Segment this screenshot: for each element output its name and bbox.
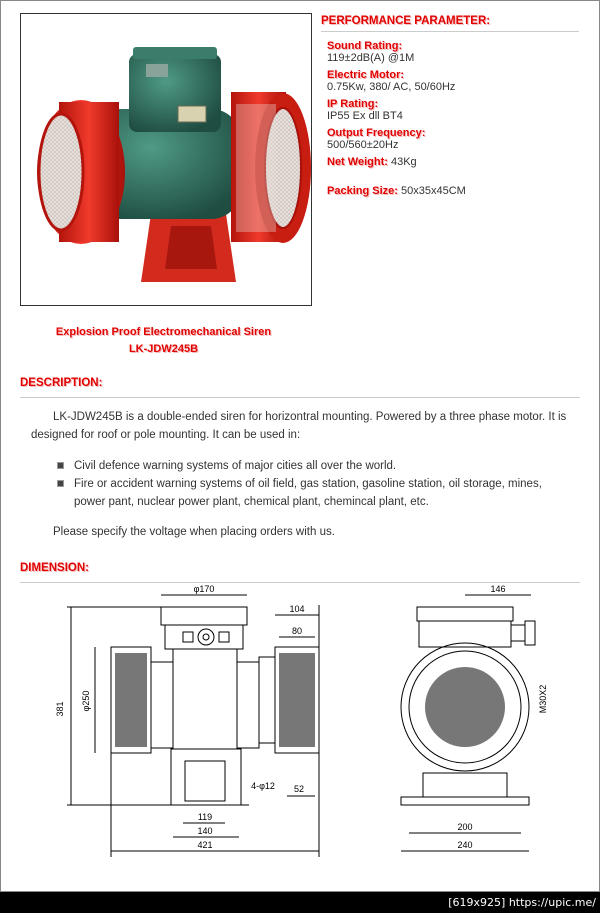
dim-170: φ170: [193, 584, 215, 594]
net-weight-label: Net Weight:: [327, 156, 388, 168]
dim-m30: M30X2: [538, 684, 548, 714]
packing-size-value: 50x35x45CM: [400, 185, 466, 197]
front-view: [55, 584, 319, 857]
description-body: [31, 408, 576, 541]
dimension-drawing: [53, 577, 563, 867]
net-weight-row: [327, 156, 579, 168]
product-photo: [20, 13, 312, 306]
performance-parameters: [321, 15, 579, 202]
parameters-heading: PERFORMANCE PARAMETER:: [321, 15, 491, 27]
dim-381: 381: [55, 701, 65, 717]
caption-line-1: Explosion Proof Electromechanical Siren: [55, 326, 272, 338]
dim-80: 80: [291, 626, 303, 636]
description-intro: LK-JDW245B is a double-ended siren for horizontral mounting. Powered by a three phase motor. It is designed for roof or pole mounting. It can be used in:: [31, 411, 567, 441]
caption-line-2: LK-JDW245B: [128, 343, 199, 355]
ip-rating-value: IP55 Ex dll BT4: [327, 110, 403, 122]
dim-52: 52: [293, 784, 305, 794]
divider: [321, 31, 579, 32]
bullet-icon: [57, 462, 64, 469]
sound-rating-label: Sound Rating:: [327, 40, 403, 52]
packing-size-row: [327, 185, 579, 197]
watermark-footer: [619x925] https://upic.me/: [448, 896, 596, 909]
electric-motor-label: Electric Motor:: [327, 69, 405, 81]
dim-250: φ250: [81, 690, 91, 712]
net-weight-value: 43Kg: [390, 156, 417, 168]
dim-104: 104: [289, 604, 305, 614]
dim-119: 119: [197, 812, 213, 822]
ip-rating-label: IP Rating:: [327, 98, 379, 110]
output-frequency-value: 500/560±20Hz: [327, 139, 399, 151]
voltage-note: Please specify the voltage when placing orders with us.: [53, 526, 335, 538]
dimension-heading: DIMENSION:: [20, 562, 89, 574]
dim-140: 140: [197, 826, 213, 836]
divider: [20, 397, 580, 398]
electric-motor-value: 0.75Kw, 380/ AC, 50/60Hz: [327, 81, 456, 93]
list-item: Civil defence warning systems of major cities all over the world.: [74, 457, 576, 475]
product-caption: [31, 324, 296, 358]
sound-rating-value: 119±2dB(A) @1M: [327, 52, 415, 64]
dim-4-12: 4-φ12: [251, 781, 275, 791]
output-frequency-label: Output Frequency:: [327, 127, 426, 139]
dim-240: 240: [457, 840, 473, 850]
dim-200: 200: [457, 822, 473, 832]
dim-421: 421: [197, 840, 213, 850]
siren-illustration: [21, 14, 311, 305]
list-item: Fire or accident warning systems of oil field, gas station, gasoline station, oil storage, mines, power pant, nuclear power plant, chemical plant, chemincal plant, etc.: [74, 475, 576, 511]
bullet-icon: [57, 480, 64, 487]
description-heading: DESCRIPTION:: [20, 377, 103, 389]
packing-size-label: Packing Size:: [327, 185, 398, 197]
dim-146: 146: [490, 584, 506, 594]
usage-list: [31, 457, 576, 511]
side-view: [401, 584, 548, 851]
